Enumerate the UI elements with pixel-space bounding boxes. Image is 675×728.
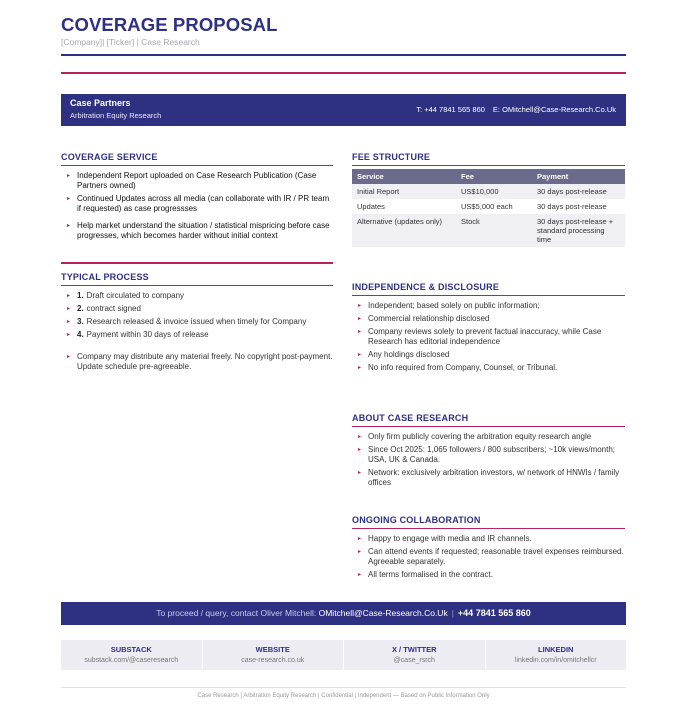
cta-separator: | [451, 608, 454, 618]
column-header: Service [352, 169, 456, 184]
social-label: SUBSTACK [110, 645, 152, 654]
title-divider [61, 54, 626, 56]
list-item: ▸ Happy to engage with media and IR channels. [352, 534, 625, 544]
social-value[interactable]: case-research.co.uk [241, 657, 305, 664]
table-cell: 30 days post-release + standard processing time [532, 214, 625, 247]
fee-table [352, 169, 625, 247]
step-text: Payment within 30 days of release [86, 330, 209, 339]
independence-list [352, 301, 625, 373]
accent-divider [61, 72, 626, 74]
list-item: ▸ Can attend events if requested; reasonable travel expenses reimbursed. Agreeable separately. [352, 547, 625, 567]
social-label: X / TWITTER [391, 645, 437, 654]
fee-table-header-row [352, 169, 625, 184]
social-website[interactable] [203, 640, 345, 670]
fee-structure-section [352, 152, 625, 247]
page-subtitle: [Company]| [Ticker] | Case Research [61, 37, 200, 47]
social-links [61, 640, 626, 670]
list-item: ▸ Independent; based solely on public information; [352, 301, 625, 311]
list-item: ▸ Any holdings disclosed [352, 350, 625, 360]
list-item: ▸ No info required from Company, Counsel, or Tribunal. [352, 363, 625, 373]
table-cell: 30 days post-release [532, 184, 625, 199]
section-divider [61, 262, 333, 264]
step-number: 4. [77, 330, 84, 339]
coverage-service-heading: COVERAGE SERVICE [61, 152, 333, 166]
list-item: ▸ Continued Updates across all media (can collaborate with IR / PR team if requested) as case progressses [61, 194, 333, 214]
footer-divider [61, 687, 626, 688]
contact-cta-bar [61, 602, 626, 625]
step-text: contract signed [86, 304, 141, 313]
process-step [61, 304, 333, 314]
independence-section [352, 282, 625, 376]
typical-process-heading: TYPICAL PROCESS [61, 272, 333, 286]
banner-phone[interactable]: T: +44 7841 565 860 [416, 105, 485, 114]
cta-email[interactable]: OMitchell@Case-Research.Co.Uk [318, 608, 448, 618]
process-step [61, 330, 333, 340]
table-row [352, 214, 625, 247]
table-row [352, 199, 625, 214]
table-cell: US$5,000 each [456, 199, 532, 214]
social-value[interactable]: @case_rsrch [393, 657, 435, 664]
step-text: Draft circulated to company [86, 291, 185, 300]
social-value[interactable]: linkedin.com/in/omitchellcr [514, 657, 597, 664]
ongoing-list [352, 534, 625, 580]
table-cell: Stock [456, 214, 532, 247]
about-list [352, 432, 625, 488]
list-item: ▸ Since Oct 2025: 1,065 followers / 800 subscribers; ~10k views/month; USA, UK & Canada. [352, 445, 625, 465]
table-cell: Alternative (updates only) [352, 214, 456, 247]
cta-phone[interactable]: +44 7841 565 860 [457, 608, 531, 618]
step-number: 2. [77, 304, 84, 313]
social-twitter[interactable] [344, 640, 486, 670]
social-label: LINKEDIN [538, 645, 574, 654]
list-item: ▸ All terms formalised in the contract. [352, 570, 625, 580]
banner-email[interactable]: E: OMitchell@Case-Research.Co.Uk [492, 105, 616, 114]
process-step [61, 317, 333, 327]
table-cell: Updates [352, 199, 456, 214]
step-number: 3. [77, 317, 84, 326]
social-value[interactable]: substack.com/@caseresearch [84, 657, 179, 664]
ongoing-section [352, 515, 625, 583]
column-header: Payment [532, 169, 625, 184]
process-note: ▸ Company may distribute any material freely. No copyright post-payment. Update schedule pre-agreeable. [61, 352, 333, 372]
banner-contact [416, 105, 616, 114]
coverage-service-list [61, 171, 333, 241]
step-text: Research released & invoice issued when timely for Company [86, 317, 307, 326]
independence-heading: INDEPENDENCE & DISCLOSURE [352, 282, 625, 296]
about-heading: ABOUT CASE RESEARCH [352, 413, 625, 427]
fee-structure-heading: FEE STRUCTURE [352, 152, 625, 166]
about-section [352, 413, 625, 491]
list-item: ▸ Help market understand the situation / statistical mispricing before case progresses, which becomes harder without initial context [61, 221, 333, 241]
social-substack[interactable] [61, 640, 203, 670]
contact-banner [61, 94, 626, 126]
column-header: Fee [456, 169, 532, 184]
table-cell: 30 days post-release [532, 199, 625, 214]
list-item: ▸ Commercial relationship disclosed [352, 314, 625, 324]
banner-org: Arbitration Equity Research [70, 111, 162, 120]
social-linkedin[interactable] [486, 640, 627, 670]
cta-lead: To proceed / query, contact Oliver Mitchell: [156, 608, 317, 618]
list-item: ▸ Network: exclusively arbitration investors, w/ network of HNWIs / family offices [352, 468, 625, 488]
page-footer: Case Research | Arbitration Equity Research | Confidential | Independent — Based on Public Information Only [197, 693, 490, 699]
table-row [352, 184, 625, 199]
typical-process-section [61, 272, 333, 375]
table-cell: US$10,000 [456, 184, 532, 199]
typical-process-list [61, 291, 333, 372]
banner-name: Case Partners [70, 98, 131, 108]
list-item: ▸ Independent Report uploaded on Case Research Publication (Case Partners owned) [61, 171, 333, 191]
coverage-service-section [61, 152, 333, 244]
list-item: ▸ Only firm publicly covering the arbitration equity research angle [352, 432, 625, 442]
table-cell: Initial Report [352, 184, 456, 199]
step-number: 1. [77, 291, 84, 300]
list-item: ▸ Company reviews solely to prevent factual inaccuracy, while Case Research has editorial independence [352, 327, 625, 347]
page-title: COVERAGE PROPOSAL [61, 14, 278, 35]
social-label: WEBSITE [255, 645, 290, 654]
ongoing-heading: ONGOING COLLABORATION [352, 515, 625, 529]
process-step [61, 291, 333, 301]
